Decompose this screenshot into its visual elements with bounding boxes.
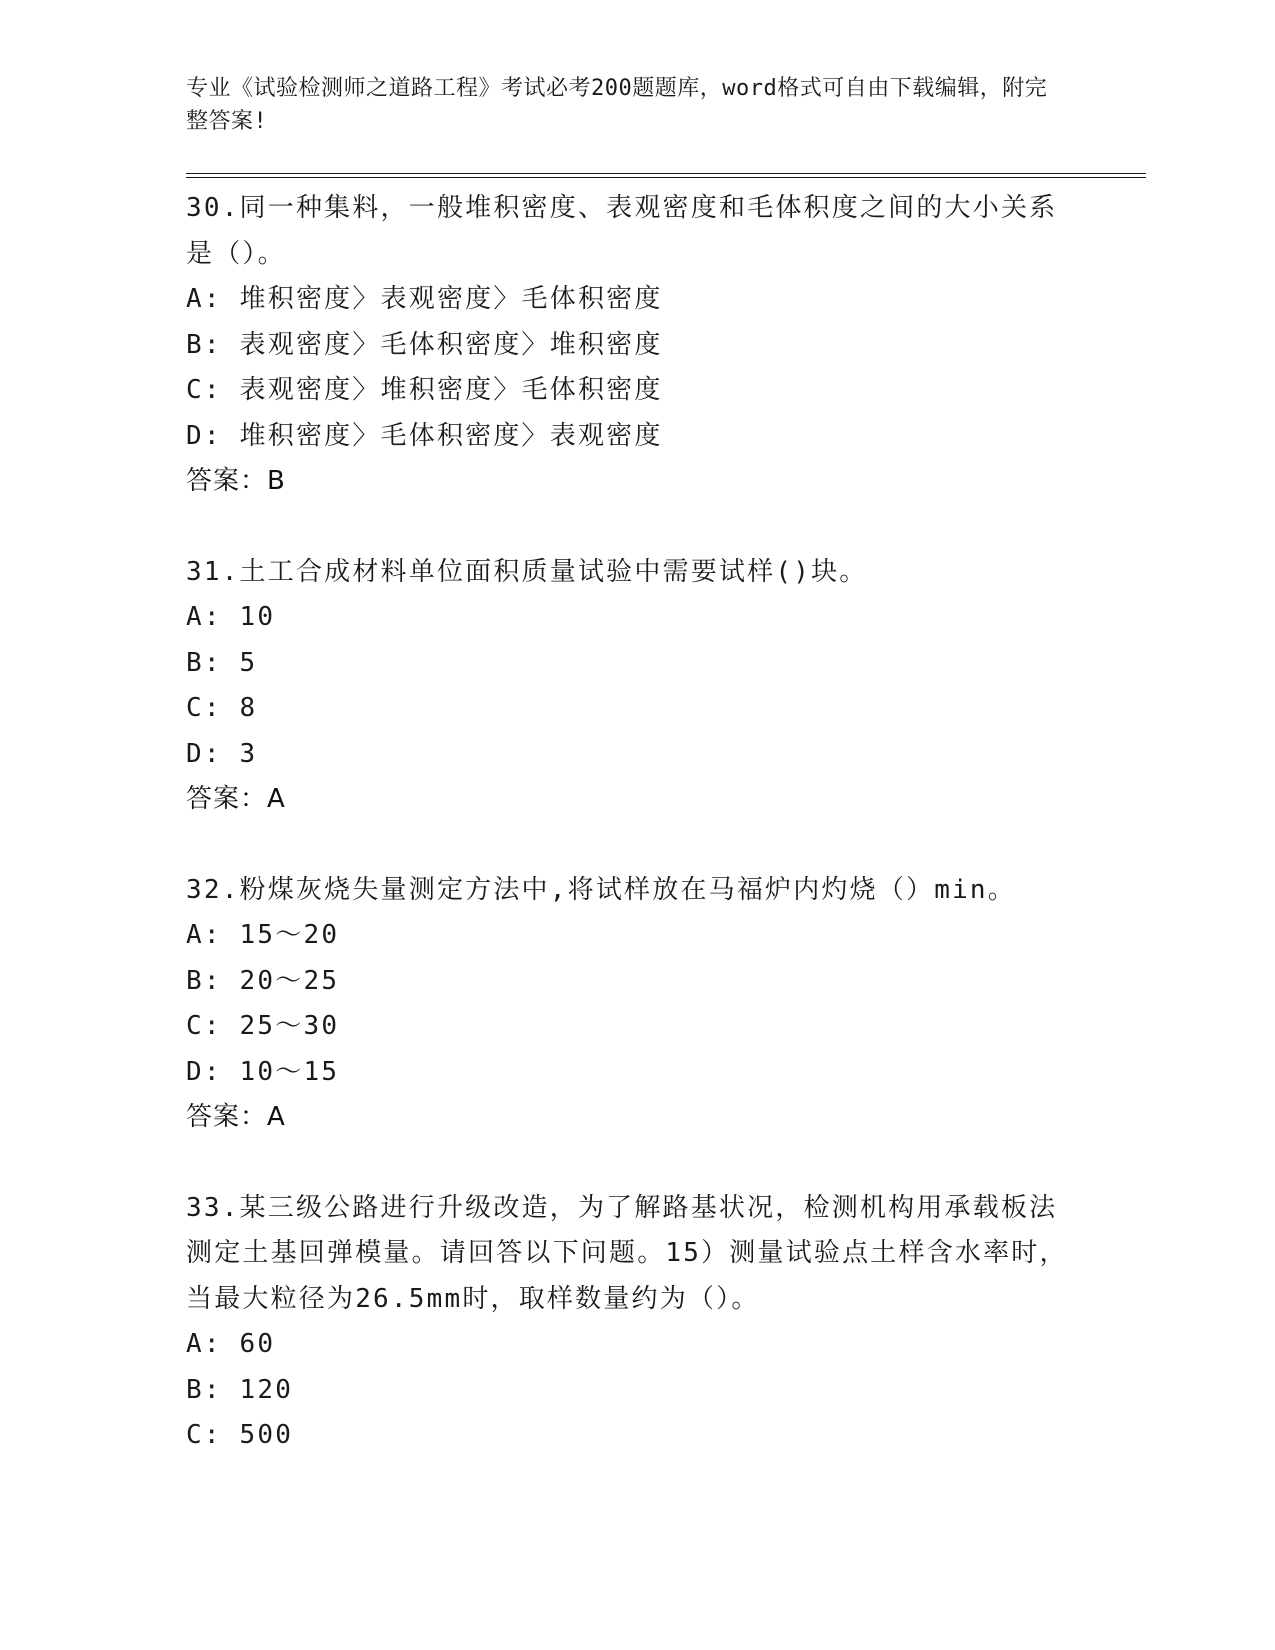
option-c: C: 8 [186, 693, 258, 723]
option-b: B: 5 [186, 647, 258, 678]
question-31 [186, 550, 1146, 823]
document-header: 专业《试验检测师之道路工程》考试必考200题题库，word格式可自由下载编辑，附完整答案! [186, 76, 1048, 134]
question-stem: 31.土工合成材料单位面积质量试验中需要试样()块。 [186, 556, 868, 587]
question-stem: 30.同一种集料，一般堆积密度、表观密度和毛体积度之间的大小关系是（）。 [186, 193, 1058, 269]
option-a: A: 60 [186, 1329, 276, 1359]
option-b: B: 120 [186, 1374, 294, 1405]
document-page [186, 72, 1146, 1504]
option-a: A: 15～20 [186, 920, 340, 950]
option-c: C: 25～30 [186, 1011, 340, 1041]
question-stem: 32.粉煤灰烧失量测定方法中,将试样放在马福炉内灼烧（）min。 [186, 874, 1016, 905]
question-stem: 33.某三级公路进行升级改造，为了解路基状况，检测机构用承载板法测定土基回弹模量。请回答以下问题。15）测量试验点土样含水率时，当最大粒径为26.5mm时，取样数量约为（）。 [186, 1192, 1068, 1314]
option-d: D: 10～15 [186, 1056, 340, 1087]
option-c: C: 500 [186, 1420, 294, 1450]
question-32 [186, 868, 1146, 1141]
header-double-rule [186, 173, 1146, 178]
option-a: A: 10 [186, 602, 276, 632]
question-list [186, 186, 1146, 1459]
option-d: D: 堆积密度〉毛体积密度〉表观密度 [186, 420, 663, 451]
question-30 [186, 186, 1146, 505]
answer-text: 答案：A [186, 784, 286, 814]
option-c: C: 表观密度〉堆积密度〉毛体积密度 [186, 375, 663, 405]
question-33 [186, 1186, 1146, 1459]
option-b: B: 表观密度〉毛体积密度〉堆积密度 [186, 329, 663, 360]
option-a: A: 堆积密度〉表观密度〉毛体积密度 [186, 284, 663, 314]
option-b: B: 20～25 [186, 965, 340, 996]
answer-text: 答案：B [186, 466, 286, 496]
option-d: D: 3 [186, 738, 258, 769]
answer-text: 答案：A [186, 1102, 286, 1132]
